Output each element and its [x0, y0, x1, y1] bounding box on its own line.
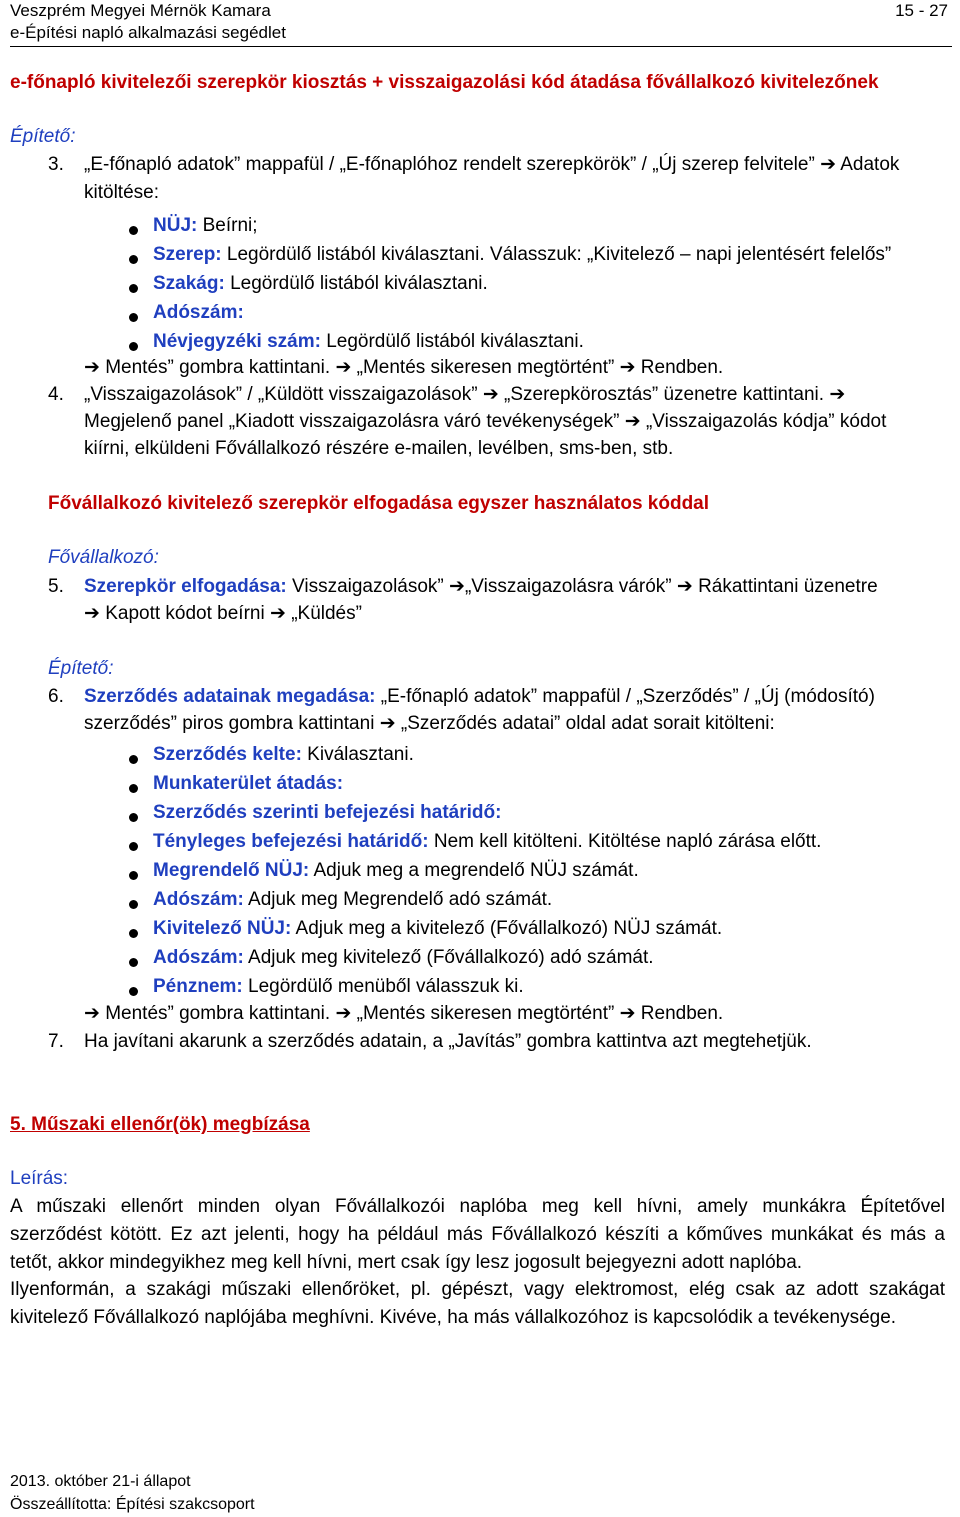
field-label: Szerződés kelte:: [153, 744, 302, 765]
actor-label-main-contractor: Fővállalkozó:: [48, 547, 159, 568]
actor-label-builder: Építető:: [10, 126, 76, 147]
step-5-line-1: [84, 574, 878, 600]
para-1-line-3: tetőt, akkor mindegyikhez meg kell hívni, mert csak így lesz jogosult bejegyezni adott naplóba.: [10, 1252, 803, 1273]
contract-field-item: [153, 945, 654, 971]
step-6-label: Szerződés adatainak megadása:: [84, 686, 376, 707]
bullet-icon: [129, 871, 138, 880]
arrow-right-icon: ➔: [820, 154, 836, 175]
field-text: Legördülő listából kiválasztani. Válasszuk: „Kivitelező – napi jelentésért felelős”: [221, 244, 892, 265]
page-number: 15 - 27: [895, 1, 948, 20]
field-nuj: [153, 213, 258, 239]
field-text: Nem kell kitölteni. Kitöltése napló zárása előtt.: [428, 831, 822, 852]
field-text: Adjuk meg Megrendelő adó számát.: [243, 889, 553, 910]
bullet-icon: [129, 755, 138, 764]
field-label: Munkaterület átadás:: [153, 773, 344, 794]
para-1-line-2: szerződést kötött. Ez azt jelenti, hogy ha például más Fővállalkozó készíti a kőműves munkákat és más a: [10, 1224, 945, 1245]
arrow-right-icon: ➔: [624, 411, 641, 432]
field-label: Szakág:: [153, 273, 225, 294]
step-6-form: „Szerződés adatai” oldal adat sorait kitölteni:: [400, 713, 775, 734]
field-text: Legördülő listából kiválasztani.: [224, 273, 488, 294]
step-4-target: „Szerepkörosztás” üzenetre kattintani.: [504, 384, 825, 405]
arrow-right-icon: ➔: [379, 713, 396, 734]
arrow-right-icon: ➔: [619, 357, 636, 378]
step-3-number: 3.: [48, 154, 64, 175]
arrow-right-icon: ➔: [84, 357, 100, 378]
contract-field-item: [153, 858, 639, 884]
arrow-right-icon: ➔: [829, 384, 846, 405]
field-registry-number: [153, 329, 584, 355]
arrow-right-icon: ➔: [449, 576, 465, 597]
save-text: Mentés” gombra kattintani.: [105, 357, 331, 378]
header-subtitle: e-Építési napló alkalmazási segédlet: [10, 23, 286, 42]
save-success-text: „Mentés sikeresen megtörtént”: [356, 1003, 615, 1024]
field-label: Szerep:: [153, 244, 222, 265]
field-text: Beírni;: [197, 215, 258, 236]
save-instruction-2: [84, 1001, 723, 1027]
field-text: Adjuk meg kivitelező (Fővállalkozó) adó számát.: [243, 947, 654, 968]
arrow-right-icon: ➔: [84, 1003, 100, 1024]
bullet-icon: [129, 813, 138, 822]
field-label: Névjegyzéki szám:: [153, 331, 321, 352]
header-divider: [10, 46, 952, 47]
ok-text: Rendben.: [640, 1003, 724, 1024]
contract-field-item: [153, 887, 552, 913]
field-label: Kivitelező NÜJ:: [153, 918, 292, 939]
step-5-path: Visszaigazolások”: [286, 576, 444, 597]
field-label: NÜJ:: [153, 215, 198, 236]
step-3-target: Adatok: [840, 154, 900, 175]
section-title-accept-role: Fővállalkozó kivitelező szerepkör elfogadása egyszer használatos kóddal: [48, 493, 710, 514]
step-5-line-2: [84, 601, 362, 627]
save-success-text: „Mentés sikeresen megtörtént”: [356, 357, 615, 378]
contract-field-item: [153, 742, 414, 768]
bullet-icon: [129, 342, 138, 351]
step-5-click: Rákattintani üzenetre: [698, 576, 878, 597]
bullet-icon: [129, 900, 138, 909]
contract-field-item: [153, 829, 821, 855]
step-4-line-1: [84, 382, 845, 408]
ok-text: Rendben.: [640, 357, 724, 378]
arrow-right-icon: ➔: [335, 1003, 352, 1024]
step-4-code: „Visszaigazolás kódja” kódot: [645, 411, 887, 432]
step-5-enter-code: Kapott kódot beírni: [105, 603, 265, 624]
field-tax-number: Adószám:: [153, 302, 244, 323]
step-6-line-1: [84, 684, 875, 710]
contract-field-item: [153, 771, 343, 797]
field-label: Megrendelő NÜJ:: [153, 860, 310, 881]
header-org: Veszprém Megyei Mérnök Kamara: [10, 1, 271, 20]
field-discipline: [153, 271, 488, 297]
bullet-icon: [129, 313, 138, 322]
arrow-right-icon: ➔: [676, 576, 693, 597]
step-5-number: 5.: [48, 576, 64, 597]
para-2-line-2: kivitelező Fővállalkozó naplójába meghívni. Kivéve, ha más vállalkozóhoz is kapcsolódik a tevékenysége.: [10, 1307, 897, 1328]
field-role: [153, 242, 891, 268]
field-label: Adószám:: [153, 947, 244, 968]
field-label: Adószám:: [153, 889, 244, 910]
bullet-icon: [129, 255, 138, 264]
field-text: Legördülő menüből válasszuk ki.: [242, 976, 524, 997]
bullet-icon: [129, 842, 138, 851]
step-4-line-2: [84, 409, 886, 435]
bullet-icon: [129, 958, 138, 967]
field-text: Legördülő listából kiválasztani.: [320, 331, 584, 352]
step-5-pending: „Visszaigazolásra várók”: [464, 576, 672, 597]
arrow-right-icon: ➔: [482, 384, 499, 405]
step-4-path: „Visszaigazolások” / „Küldött visszaigazolások”: [84, 384, 478, 405]
description-label: Leírás:: [10, 1168, 69, 1189]
step-7-text: Ha javítani akarunk a szerződés adatain, a „Javítás” gombra kattintva azt megtehetjük.: [84, 1031, 812, 1052]
field-label: Pénznem:: [153, 976, 243, 997]
arrow-right-icon: ➔: [269, 603, 286, 624]
contract-field-item: [153, 974, 524, 1000]
arrow-right-icon: ➔: [84, 603, 100, 624]
arrow-right-icon: ➔: [619, 1003, 636, 1024]
contract-field-item: [153, 916, 722, 942]
actor-label-builder-2: Építető:: [48, 658, 114, 679]
step-4-panel: Megjelenő panel „Kiadott visszaigazolásra váró tevékenységek”: [84, 411, 620, 432]
field-text: Adjuk meg a megrendelő NÜJ számát.: [309, 860, 639, 881]
bullet-icon: [129, 987, 138, 996]
step-3-line-1: [84, 152, 899, 178]
bullet-icon: [129, 226, 138, 235]
field-text: Kiválasztani.: [301, 744, 414, 765]
field-label: Szerződés szerinti befejezési határidő:: [153, 802, 502, 823]
field-label: Tényleges befejezési határidő:: [153, 831, 429, 852]
step-4-number: 4.: [48, 384, 64, 405]
step-4-line-3: kiírni, elküldeni Fővállalkozó részére e-mailen, levélben, sms-ben, stb.: [84, 438, 674, 459]
para-2-line-1: Ilyenformán, a szakági műszaki ellenőröket, pl. gépészt, vagy elektromost, elég csak az adott szakágat: [10, 1279, 945, 1300]
field-text: Adjuk meg a kivitelező (Fővállalkozó) NÜJ számát.: [291, 918, 723, 939]
save-instruction-1: [84, 355, 723, 381]
save-text: Mentés” gombra kattintani.: [105, 1003, 331, 1024]
step-6-number: 6.: [48, 686, 64, 707]
step-3-line-2: kitöltése:: [84, 182, 159, 203]
step-5-send: „Küldés”: [291, 603, 362, 624]
bullet-icon: [129, 929, 138, 938]
contract-field-item: [153, 800, 501, 826]
step-7-number: 7.: [48, 1031, 64, 1052]
step-6-button: szerződés” piros gombra kattintani: [84, 713, 375, 734]
footer-date: 2013. október 21-i állapot: [10, 1473, 191, 1490]
section-title-technical-inspector: 5. Műszaki ellenőr(ök) megbízása: [10, 1114, 310, 1135]
step-5-label: Szerepkör elfogadása:: [84, 576, 287, 597]
step-6-path: „E-főnapló adatok” mappafül / „Szerződés” / „Új (módosító): [375, 686, 875, 707]
step-6-line-2: [84, 711, 775, 737]
arrow-right-icon: ➔: [335, 357, 352, 378]
page-header: [10, 0, 948, 44]
step-3-path: „E-főnapló adatok” mappafül / „E-főnaplóhoz rendelt szerepkörök” / „Új szerep felvitele”: [84, 154, 815, 175]
bullet-icon: [129, 284, 138, 293]
bullet-icon: [129, 784, 138, 793]
footer-author: Összeállította: Építési szakcsoport: [10, 1496, 255, 1513]
para-1-line-1: A műszaki ellenőrt minden olyan Fővállalkozói naplóba meg kell hívni, amely munkákra Építetővel: [10, 1196, 945, 1217]
section-title-role-assign: e-főnapló kivitelezői szerepkör kiosztás + visszaigazolási kód átadása fővállalkozó kivitelezőnek: [10, 72, 879, 93]
